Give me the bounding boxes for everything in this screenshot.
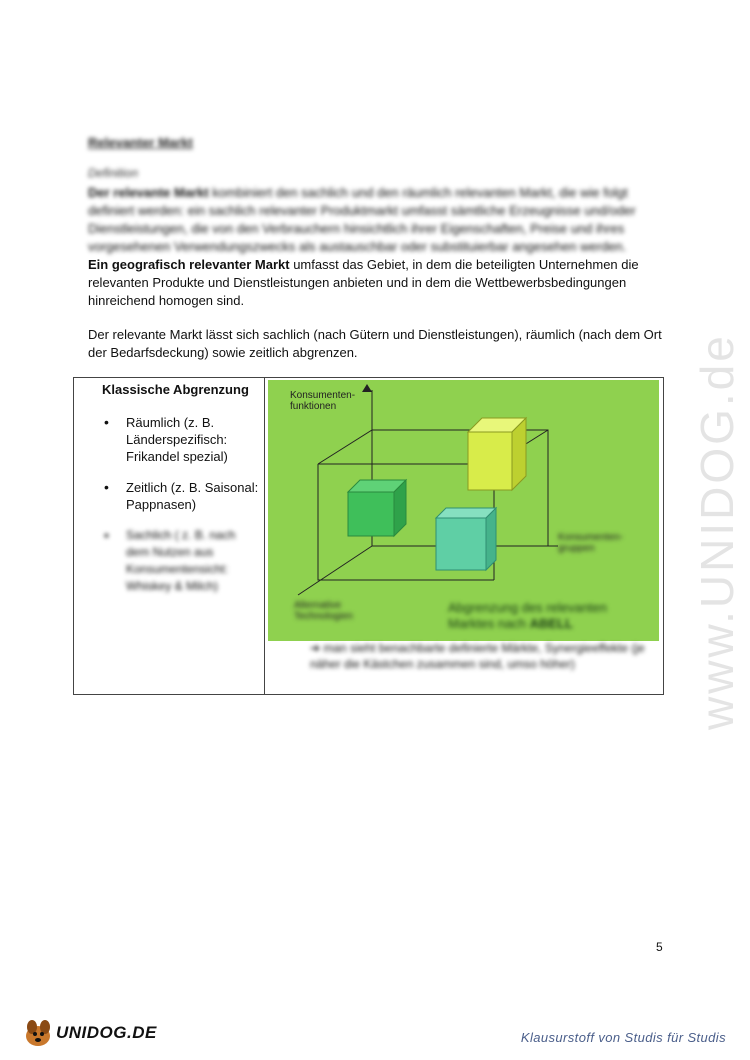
axis-x-label: Konsumenten- gruppen <box>558 532 624 554</box>
table-left-title: Klassische Abgrenzung <box>102 382 249 397</box>
list-item: • Räumlich (z. B. Länderspezifisch: Frikandel spezial) <box>104 414 262 465</box>
cube-yellow <box>468 418 526 490</box>
page-number: 5 <box>656 940 663 954</box>
abgrenzung-list <box>104 414 262 609</box>
caption-line2-prefix: Marktes nach <box>448 616 530 631</box>
table-right-cell <box>265 378 663 694</box>
caption-line2 <box>448 616 607 632</box>
paragraph-definition <box>88 184 668 256</box>
section-heading: Relevanter Markt <box>88 135 193 150</box>
diagram-note: ➔ man sieht benachbarte definierte Märkte, Synergieeffekte (je näher die Kästchen zusammen sind, umso höher) <box>310 641 645 671</box>
diagram-blurred-part <box>268 530 659 641</box>
paragraph-definition-bold: Der relevante Markt <box>88 185 209 200</box>
table-left-cell <box>74 378 265 694</box>
list-item: • Zeitlich (z. B. Saisonal: Pappnasen) <box>104 479 262 513</box>
definition-label: Definition <box>88 166 139 180</box>
paragraph-geographic-bold: Ein geografisch relevanter Markt <box>88 257 290 272</box>
axis-y-arrow <box>362 384 372 392</box>
abgrenzung-table <box>73 377 664 695</box>
paragraph-definition-text: kombiniert den sachlich und den räumlich relevanten Markt, die wie folgt definiert werden: ein sachlich relevanter Produktmarkt umfasst sämtliche Erzeugnisse und/oder Dienstleistungen, die von den Verbrauchern hinsichtlich ihrer Eigenschaften, Preise und ihres vorgesehenen Verwendungszwecks als austauschbar oder substituierbar angesehen werden. <box>88 185 636 254</box>
list-item: • Sachlich ( z. B. nach dem Nutzen aus Konsumentensicht: Whiskey & Milch) <box>104 527 262 595</box>
paragraph-geographic <box>88 256 668 310</box>
watermark: www.UNIDOG.de <box>691 333 743 730</box>
caption-line2-bold: ABELL <box>529 616 573 631</box>
axis-y-label: Konsumenten- funktionen <box>290 390 356 412</box>
diagram-caption <box>448 600 607 632</box>
logo-text: UNIDOG.DE <box>56 1023 157 1042</box>
paragraph-geographic-text: umfasst das Gebiet, in dem die beteiligten Unternehmen die relevanten Produkte und Dienstleistungen anbieten und in dem die Wettbewerbsbedingungen hinreichend homogen sind. <box>88 257 639 308</box>
axis-z-label: Alternative Technologien <box>294 600 353 622</box>
footer-tagline: Klausurstoff von Studis für Studis <box>520 1030 726 1045</box>
abell-diagram <box>268 380 659 641</box>
paragraph-abgrenzung: Der relevante Markt lässt sich sachlich (nach Gütern und Dienstleistungen), räumlich (nach dem Ort der Bedarfsdeckung) sowie zeitlich abgrenzen. <box>88 327 662 360</box>
caption-line1: Abgrenzung des relevanten <box>448 600 608 615</box>
cube-green <box>348 480 406 536</box>
